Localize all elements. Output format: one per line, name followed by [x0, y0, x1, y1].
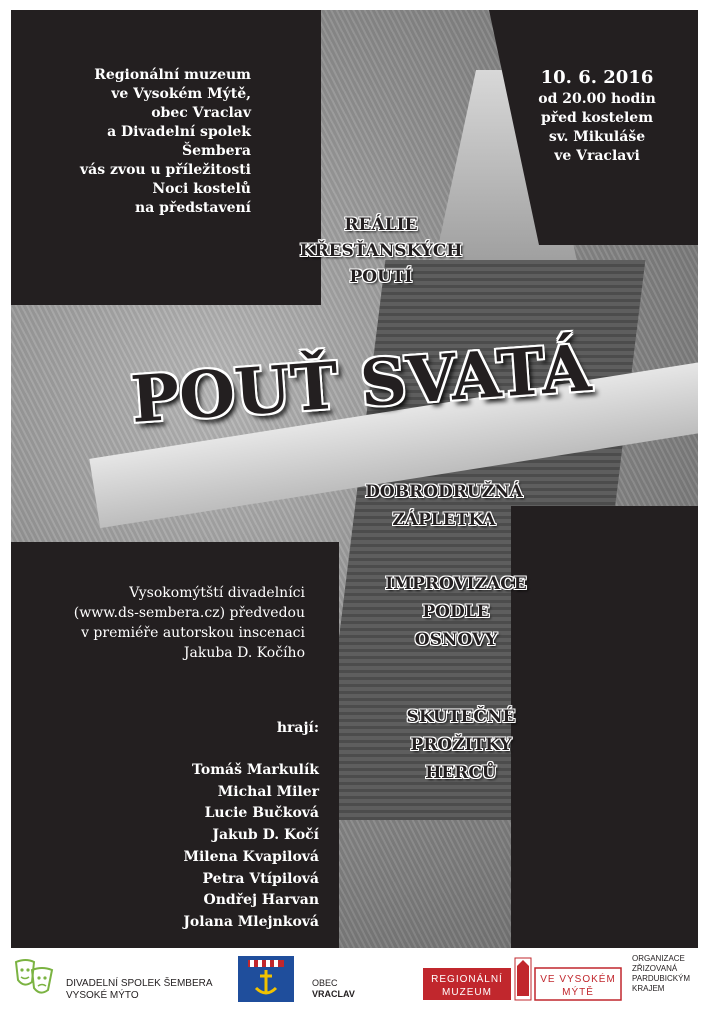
museum-word: MÝTĚ: [562, 987, 594, 998]
intro-line: Regionální muzeum: [94, 67, 251, 83]
cast-member: Jolana Mlejnková: [183, 913, 319, 930]
cast-member: Michal Miler: [217, 783, 319, 800]
feature-line: PODLE: [422, 602, 490, 622]
poster-background: [11, 10, 698, 948]
vraclav-coat-of-arms-icon: [238, 956, 294, 1002]
obec-line: VRACLAV: [312, 989, 355, 999]
cast-list: [111, 760, 319, 934]
ds-line: DIVADELNÍ SPOLEK ŠEMBERA: [66, 978, 213, 989]
org-line: ZŘIZOVANÁ: [632, 964, 678, 973]
intro-line: a Divadelní spolek: [107, 124, 251, 140]
subtitle-line: POUTÍ: [349, 267, 413, 287]
regional-museum-logo-icon: [423, 956, 623, 1002]
feature-improvisation: [341, 570, 571, 654]
lead-text: [25, 583, 305, 663]
cast-member: Jakub D. Kočí: [212, 827, 319, 844]
event-time: od 20.00 hodin: [538, 91, 656, 107]
obec-vraclav-name: [312, 978, 382, 1000]
main-title: POUŤ SVATÁ: [128, 331, 594, 438]
event-info: [523, 66, 671, 166]
intro-line: na představení: [135, 200, 251, 216]
subtitle-line: KŘESŤANSKÝCH: [299, 241, 463, 261]
intro-line: Šembera: [182, 143, 251, 159]
cast-member: Ondřej Harvan: [203, 892, 319, 909]
feature-line: IMPROVIZACE: [385, 574, 527, 594]
feature-line: SKUTEČNÉ: [406, 707, 516, 727]
lead-line: Jakuba D. Kočího: [183, 645, 305, 661]
ds-sembera-name: [66, 978, 236, 1002]
theatre-masks-logo-icon: [12, 956, 56, 1002]
museum-word: REGIONÁLNÍ: [431, 974, 503, 985]
intro-line: ve Vysokém Mýtě,: [111, 86, 251, 102]
feature-line: HERCŮ: [425, 763, 497, 783]
feature-line: PROŽITKY: [410, 735, 512, 755]
subtitle: [281, 212, 481, 290]
intro-text: [25, 66, 251, 218]
intro-line: Noci kostelů: [152, 181, 251, 197]
feature-experience: [371, 703, 551, 787]
event-place: sv. Mikuláše: [548, 129, 646, 145]
event-place: ve Vraclavi: [554, 148, 640, 164]
cast-member: Petra Vtípilová: [202, 870, 319, 887]
obec-line: OBEC: [312, 978, 338, 988]
intro-line: obec Vraclav: [151, 105, 251, 121]
lead-line: Vysokomýtští divadelníci: [129, 585, 305, 601]
lead-line: (www.ds-sembera.cz) předvedou: [73, 605, 305, 621]
cast-heading: hrají:: [276, 720, 319, 736]
org-line: KRAJEM: [632, 984, 665, 993]
subtitle-line: REÁLIE: [344, 215, 418, 235]
org-line: ORGANIZACE: [632, 954, 685, 963]
cast-member: Tomáš Markulík: [192, 762, 319, 778]
intro-line: vás zvou u příležitosti: [80, 162, 251, 178]
event-place: před kostelem: [540, 110, 654, 126]
feature-line: DOBRODRUŽNÁ: [365, 482, 523, 502]
museum-word: MUZEUM: [442, 987, 492, 998]
cast-member: Lucie Bučková: [204, 805, 319, 822]
cast-member: Milena Kvapilová: [183, 848, 319, 865]
sponsor-footer: [0, 948, 715, 1010]
event-date: 10. 6. 2016: [540, 67, 654, 88]
organization-note: [632, 954, 712, 994]
ds-line: VYSOKÉ MÝTO: [66, 990, 139, 1001]
museum-word: VE VYSOKÉM: [540, 974, 616, 985]
feature-line: OSNOVY: [414, 630, 498, 650]
feature-plot: [329, 478, 559, 534]
lead-line: v premiéře autorskou inscenaci: [81, 625, 305, 641]
org-line: PARDUBICKÝM: [632, 974, 691, 983]
feature-line: ZÁPLETKA: [392, 510, 496, 530]
